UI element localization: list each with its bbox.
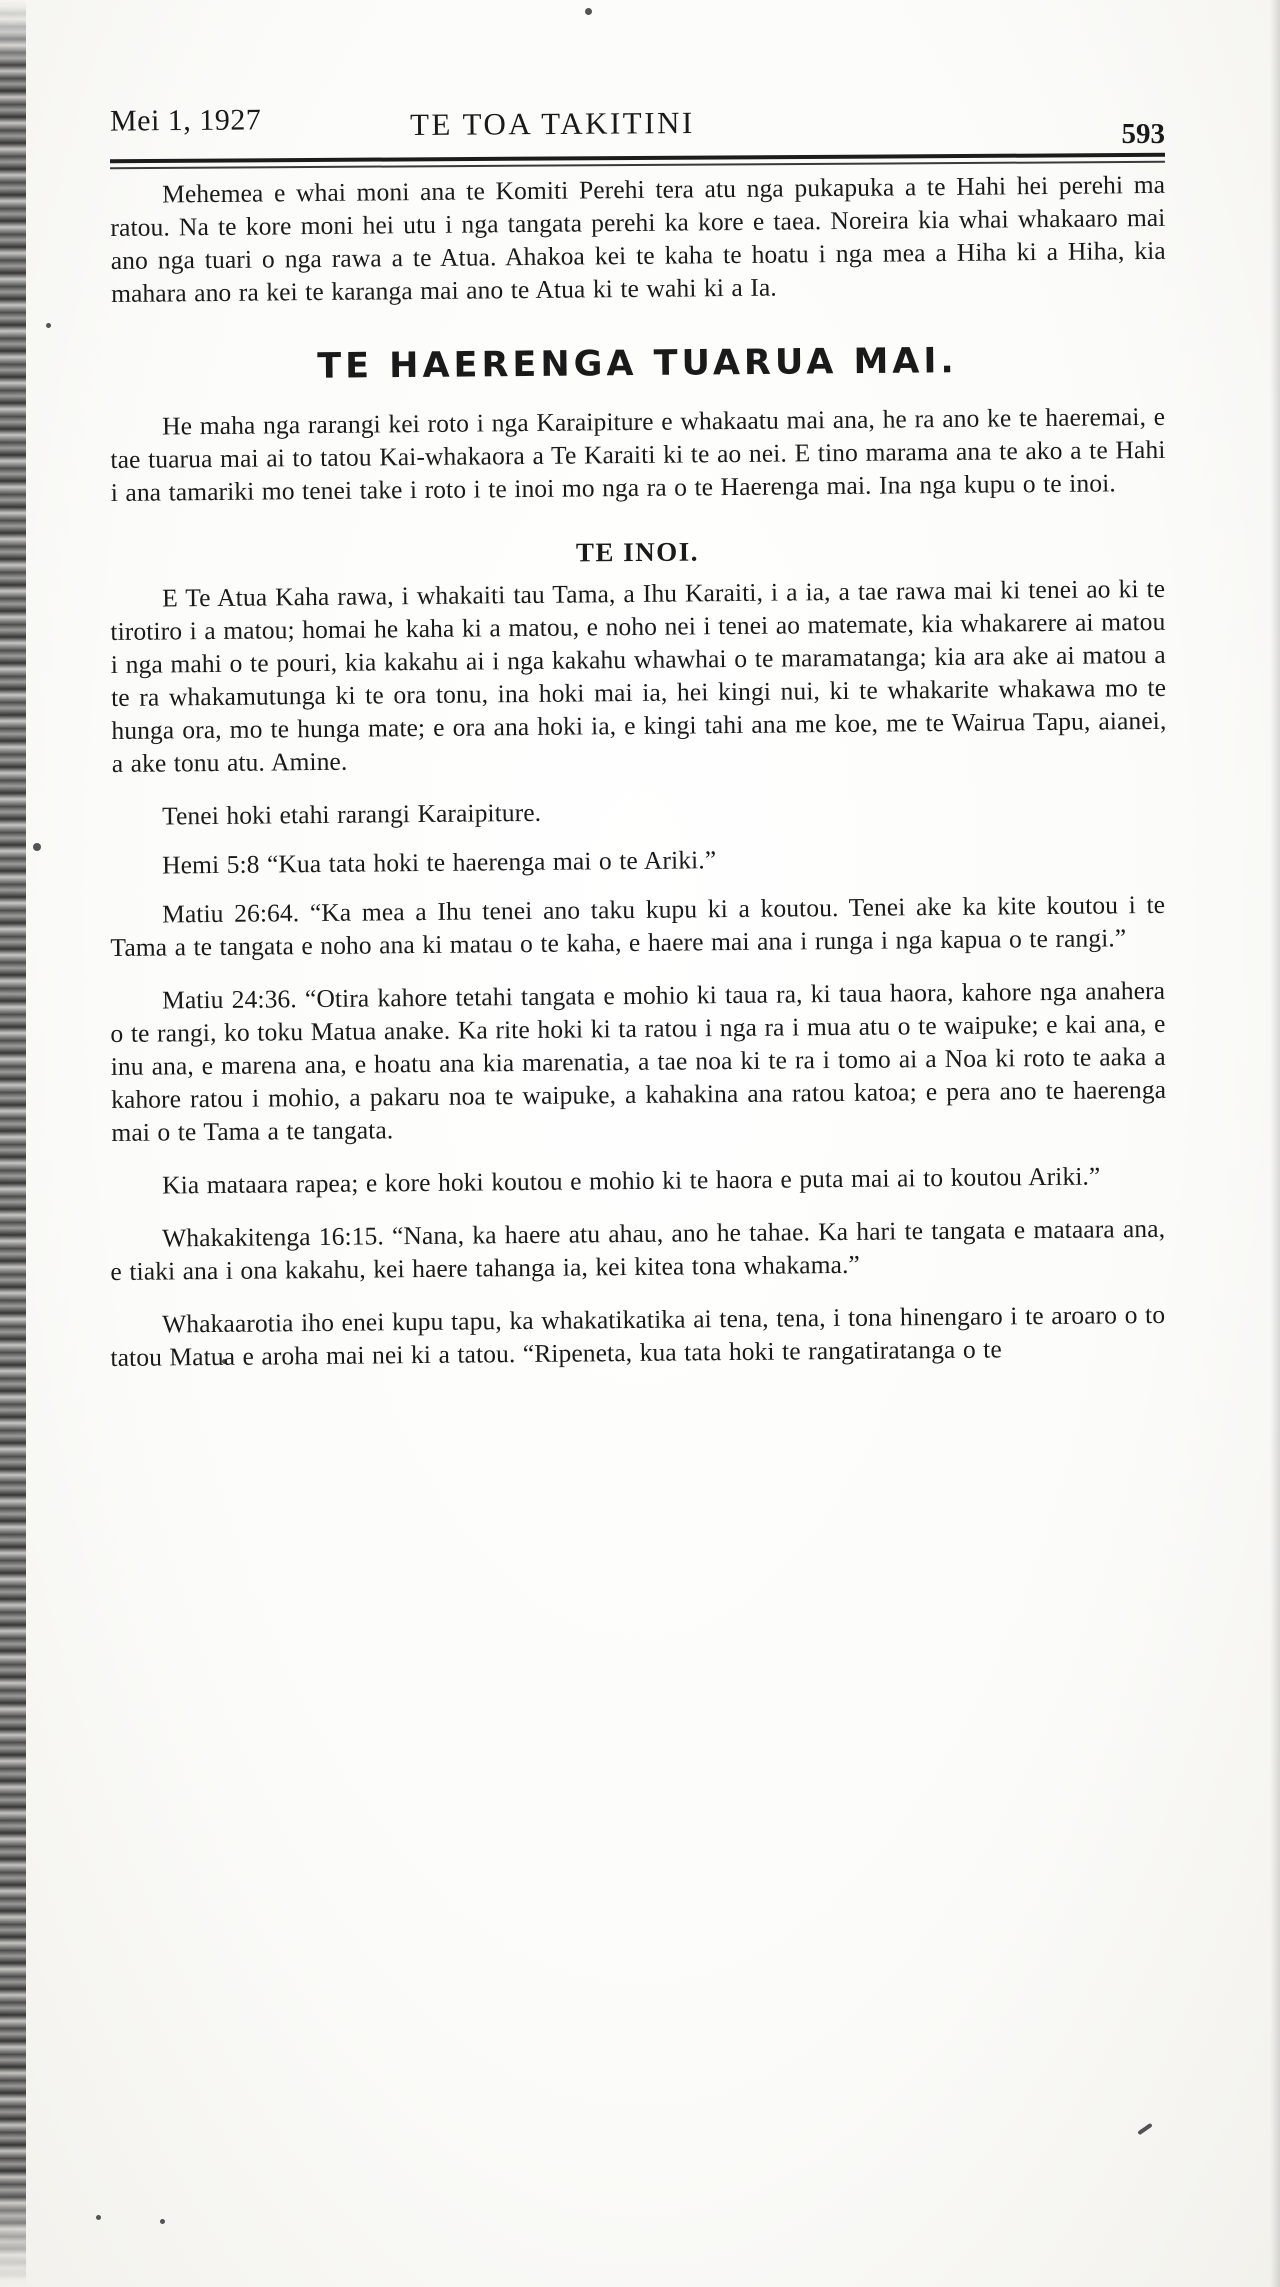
running-head <box>110 100 1165 178</box>
paragraph-kia-mataara: Kia mataara rapea; e kore hoki koutou e mohio ki te haora e puta mai ai to koutou Ariki.” <box>162 1161 1101 1200</box>
paragraph-verse-matiu-26: Matiu 26:64. “Ka mea a Ihu tenei ano taku kupu ki a koutou. Tenei ake ka kite koutou i te Tama a te tangata e noho ana ki matau o te kaha, e haere mai ana i runga i nga kapua o te rangi.” <box>110 889 1166 962</box>
paragraph-lead-in: Tenei hoki etahi rarangi Karaipiture. <box>162 797 542 831</box>
paragraph-verse-hemi: Hemi 5:8 “Kua tata hoki te haerenga mai o te Ariki.” <box>162 845 717 880</box>
scan-gutter-shadow <box>0 0 26 2287</box>
paragraph-prayer: E Te Atua Kaha rawa, i whakaiti tau Tama, a Ihu Karaiti, i a ia, a tae rawa mai ki tenei ao ki te tirotiro i a matou; homai he kaha ki a matou, e noho nei i tenei ao matemate, kia whakarere ai matou i nga mahi o te pouri, kia kakahu ai i nga kakahu whawhai o te maramatanga; kia ara ake ai matou a te ra whakamutunga ki te ora tonu, ina hoki mai ia, hei kingi nui, ki te whakarite whakawa mo te hunga ora, mo te hunga mate; e ora ana hoki ia, e kingi tahi ana me koe, me te Wairua Tapu, aianei, a ake tonu atu. Amine. <box>110 573 1167 778</box>
scan-right-edge <box>1270 0 1280 2287</box>
scan-speck <box>33 843 41 851</box>
page-content <box>110 0 1165 1394</box>
paragraph-closing: Whakaarotia iho enei kupu tapu, ka whakatikatika ai tena, tena, i tona hinengaro i te aroaro o to tatou Matua e aroha mai nei ki a tatou. “Ripeneta, kua tata hoki te rangatiratanga o te <box>110 1299 1166 1372</box>
paragraph-whakakitenga: Whakakitenga 16:15. “Nana, ka haere atu ahau, ano he tahae. Ka hari te tangata e mataara ana, e tiaki ana i ona kakahu, kei haere tahanga ia, kei kitea tona whakama.” <box>110 1213 1166 1286</box>
publication-title: TE TOA TAKITINI <box>409 105 695 142</box>
paragraph-intro: Mehemea e whai moni ana te Komiti Perehi tera atu nga pukapuka a te Hahi hei perehi ma ratou. Na te kore moni hei utu i nga tangata perehi ka kore e taea. Noreira kia whai whakaaro mai ano nga tuari o nga rawa a te Atua. Ahakoa kei te kaha te hoatu i nga mea a Hiha ki a Hiha, kia mahara ano ra kei te karanga mai ano te Atua ki te wahi ki a Ia. <box>110 169 1166 308</box>
paragraph-after-heading: He maha nga rarangi kei roto i nga Karaipiture e whakaatu mai ana, he ra ano ke te haeremai, e tae tuarua mai ai to tatou Kai-whakaora a Te Karaiti ki te ao nei. E tino marama ana te ako a te Hahi i ana tamariki mo tenei take i roto i te inoi mo nga ra o te Haerenga mai. Ina nga kupu o te inoi. <box>110 401 1166 507</box>
page-number: 593 <box>1121 118 1165 150</box>
scan-speck <box>46 323 51 328</box>
header-date: Mei 1, 1927 <box>109 103 262 138</box>
section-heading: TE HAERENGA TUARUA MAI. <box>317 341 958 387</box>
scan-speck <box>160 2219 165 2224</box>
scan-speck <box>96 2215 101 2220</box>
paragraph-verse-matiu-24: Matiu 24:36. “Otira kahore tetahi tangata e mohio ki taua ra, ki taua haora, kahore nga anahera o te rangi, ko toku Matua anake. Ka rite hoki ki ta ratou i nga ra i mua atu o te waipuke; e kai ana, e inu ana, e marena ana, e hoatu ana kia marenatia, a tae noa ki te ra i tomo ai a Noa ki roto te aaka a kahore ratou i mohio, a pakaru noa te waipuke, a kahakina ana ratou katoa; e pera ano te haerenga mai o te Tama a te tangata. <box>110 975 1167 1147</box>
subsection-heading-prayer: TE INOI. <box>575 536 700 568</box>
